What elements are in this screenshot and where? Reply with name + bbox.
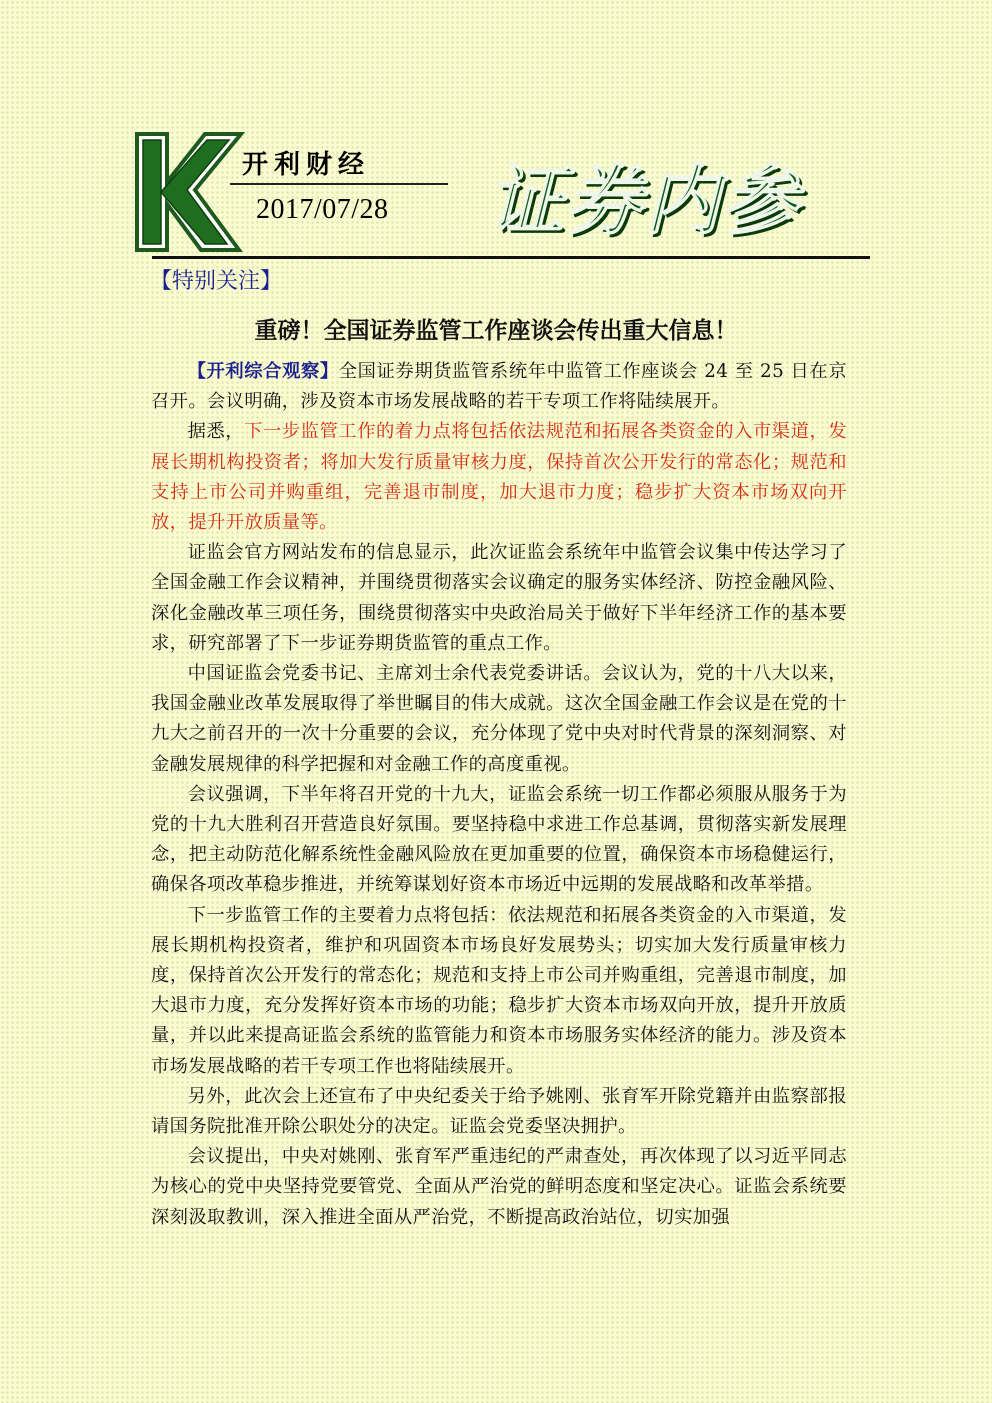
publication-title: 证券内参 <box>488 156 800 245</box>
paragraph: 证监会官方网站发布的信息显示，此次证监会系统年中监管会议集中传达学习了全国金融工作会议精神，并围绕贯彻落实会议确定的服务实体经济、防控金融风险、深化金融改革三项任务，围绕贯彻落实中央政治局关于做好下半年经济工作的基本要求，研究部署了下一步证券期货监管的重点工作。 <box>151 542 847 654</box>
paragraph: 中国证监会党委书记、主席刘士余代表党委讲话。会议认为，党的十八大以来，我国金融业改革发展取得了举世瞩目的伟大成就。这次全国金融工作会议是在党的十九大之前召开的一次十分重要的会议，充分体现了党中央对时代背景的深刻洞察、对金融发展规律的科学把握和对金融工作的高度重视。 <box>151 663 847 775</box>
brand-divider <box>230 183 448 185</box>
paragraph: 下一步监管工作的主要着力点将包括：依法规范和拓展各类资金的入市渠道，发展长期机构投资者，维护和巩固资本市场良好发展势头；切实加大发行质量审核力度，保持首次公开发行的常态化；规范和支持上市公司并购重组，完善退市制度，加大退市力度，充分发挥好资本市场的功能；稳步扩大资本市场双向开放，提升开放质量，并以此来提高证监会系统的监管能力和资本市场服务实体经济的能力。涉及资本市场发展战略的若干专项工作也将陆续展开。 <box>151 904 847 1077</box>
lead-text: 全国证券期货监管系统年中监管工作座谈会 24 至 25 日在京召开。会议明确，涉及资本市场发展战略的若干专项工作将陆续展开。 <box>151 361 847 413</box>
p2-prefix: 据悉， <box>187 421 245 443</box>
section-tag: 【特别关注】 <box>150 269 283 294</box>
header-divider <box>152 256 870 259</box>
paragraph: 会议强调，下半年将召开党的十九大，证监会系统一切工作都必须服从服务于为党的十九大胜利召开营造良好氛围。要坚持稳中求进工作总基调，贯彻落实新发展理念，把主动防范化解系统性金融风险放在更加重要的位置，确保资本市场稳健运行，确保各项改革稳步推进，并统筹谋划好资本市场近中远期的发展战略和改革举措。 <box>151 783 847 896</box>
article-headline: 重磅！全国证券监管工作座谈会传出重大信息！ <box>254 318 738 344</box>
paragraph: 会议提出，中央对姚刚、张育军严重违纪的严肃查处，再次体现了以习近平同志为核心的党中央坚持党要管党、全面从严治党的鲜明态度和坚定决心。证监会系统要深刻汲取教训，深入推进全面从严治党，不断提高政治站位，切实加强 <box>151 1146 847 1228</box>
article-body <box>151 357 847 1233</box>
lead-tag: 【开利综合观察】 <box>187 361 339 382</box>
paragraph-lead <box>151 357 847 417</box>
brand-name: 开利财经 <box>242 150 371 180</box>
highlighted-text: 下一步监管工作的着力点将包括依法规范和拓展各类资金的入市渠道，发展长期机构投资者；将加大发行质量审核力度，保持首次公开发行的常态化；规范和支持上市公司并购重组，完善退市制度，加大退市力度；稳步扩大资本市场双向开放，提升开放质量等。 <box>151 421 847 534</box>
k-logo-icon <box>133 130 245 254</box>
paragraph-highlight <box>151 417 847 538</box>
paragraph: 另外，此次会上还宣布了中央纪委关于给予姚刚、张育军开除党籍并由监察部报请国务院批准开除公职处分的决定。证监会党委坚决拥护。 <box>151 1085 847 1138</box>
issue-date: 2017/07/28 <box>256 194 389 225</box>
